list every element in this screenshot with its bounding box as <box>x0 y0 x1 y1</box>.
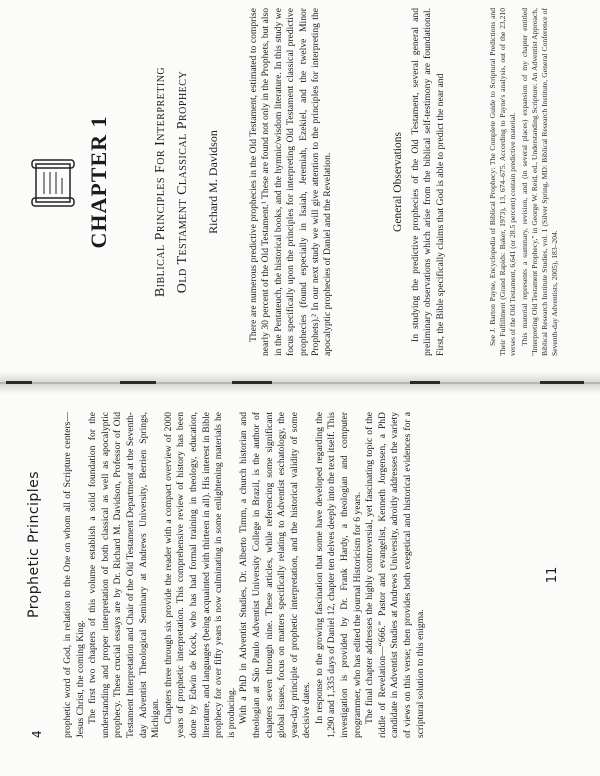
gutter-mark <box>120 381 156 384</box>
book-gutter <box>0 372 600 394</box>
page-number: 4 <box>30 729 44 738</box>
section-body <box>410 8 447 356</box>
right-page <box>0 0 600 372</box>
footnote: This material represents a summary, revision, and (in several places) expansion of my chapter entitled "Interpreting Old Testament Prophecy," in George W. Reid, ed., Understanding Scripture: An Adventist Approach, Biblical Research Institute Studies, vol. 1 (Silver Spring, MD: Biblical Research Institute, General Conference of Seventh-day Adventists, 2005), 183–204. <box>520 8 559 356</box>
footnote: See J. Barton Payne, Encyclopedia of Biblical Prophecy: The Complete Guide to Scriptural Predictions and Their Fulfillment (Grand Rapids: Baker, 1973), 13, 674–675. According to Payne's analysis, out of the 23,210 verses of the Old Testament, 6,641 (or 28.5 percent) contain predictive material. <box>488 8 517 356</box>
footnotes <box>488 8 563 356</box>
paragraph: The first two chapters of this volume establish a solid foundation for the understanding and proper interpretation of both classical as well as apocalyptic prophecy. These crucial essays are by Dr. Richard M. Davidson, Professor of Old Testament Interpretation and Chair of the Old Testament Department at the Seventh-day Adventist Theological Seminary at Andrews University, Berrien Springs, Michigan. <box>87 412 162 738</box>
paragraph: In studying the predictive prophecies of the Old Testament, several general and preliminary observations which arise from the biblical self-testimony are foundational. First, the Bible specifically claims that God is able to predict the near and <box>410 8 446 356</box>
paragraph: In response to the growing fascination that some have developed regarding the 1,290 and 1,335 days of Daniel 12, chapter ten delves deeply into the text itself. This investigation is provided by Dr. Frank Hardy, a theologian and computer programmer, who has edited the journal Historicism for 6 years. <box>313 412 363 738</box>
gutter-mark <box>6 381 32 384</box>
gutter-mark <box>540 381 584 384</box>
running-header <box>22 418 52 738</box>
chapter-author: Richard M. Davidson <box>206 130 220 234</box>
paragraph: Chapters three through six provide the reader with a compact overview of 2000 years of prophetic interpretation. This comprehensive review of history has been done by Edwin de Kock, who has had formal training in theology, education, literature, and languages (being acquainted with thirteen in all). His interest in Bible prophecy for over fifty years is now culminating in some enlightening materials he is producing. <box>162 412 237 738</box>
chapter-title-line: Old Testament Classical Prophecy <box>175 70 190 294</box>
paragraph: With a PhD in Adventist Studies, Dr. Alberto Timm, a church historian and theologian at São Paulo Adventist University College in Brazil, is the author of chapters seven through nine. These articles, while referencing some significant global issues, focus on matters specifically relating to Adventist eschatology, the year-day principle of prophetic interpretation, and the historical validity of some decisive dates. <box>238 412 313 738</box>
left-page <box>0 396 600 776</box>
paragraph: The final chapter addresses the highly controversial, yet fascinating topic of the riddle of Revelation—“666.” Pastor and evangelist, Kenneth Jorgensen, a PhD candidate in Adventist Studies at Andrews University, adroitly addresses the variety of views on this verse; then provides both exegetical and historical evidences for a scriptural solution to this enigma. <box>364 412 426 738</box>
chapter-label: CHAPTER 1 <box>86 115 111 249</box>
gutter-mark <box>410 381 440 384</box>
roman-folio: 11 <box>545 566 560 584</box>
paragraph: prophetic word of God, in relation to the One on whom all of Scripture centers—Jesus Christ, the coming King. <box>62 412 86 738</box>
chapter-title <box>150 12 194 352</box>
scroll-ornament-icon <box>30 158 76 208</box>
left-page-body <box>62 412 427 738</box>
running-title: Prophetic Principles <box>26 470 42 618</box>
chapter-title-line: Biblical Principles For Interpreting <box>153 66 168 298</box>
intro-paragraph <box>248 8 335 356</box>
gutter-mark <box>232 381 272 384</box>
paragraph: There are numerous predictive prophecies in the Old Testament, estimated to comprise nearly 30 percent of the Old Testament.¹ These are found not only in the Prophets, but also in the Pentateuch, the historical books, and the hymnic/wisdom literature. In this study we focus specifically upon the principles for interpreting Old Testament classical predictive prophecies (found especially in Isaiah, Jeremiah, Ezekiel, and the twelve Minor Prophets).² In our next study we will give attention to the principles for interpreting the apocalyptic prophecies of Daniel and the Revelation. <box>248 8 334 356</box>
section-heading: General Observations <box>392 132 404 232</box>
